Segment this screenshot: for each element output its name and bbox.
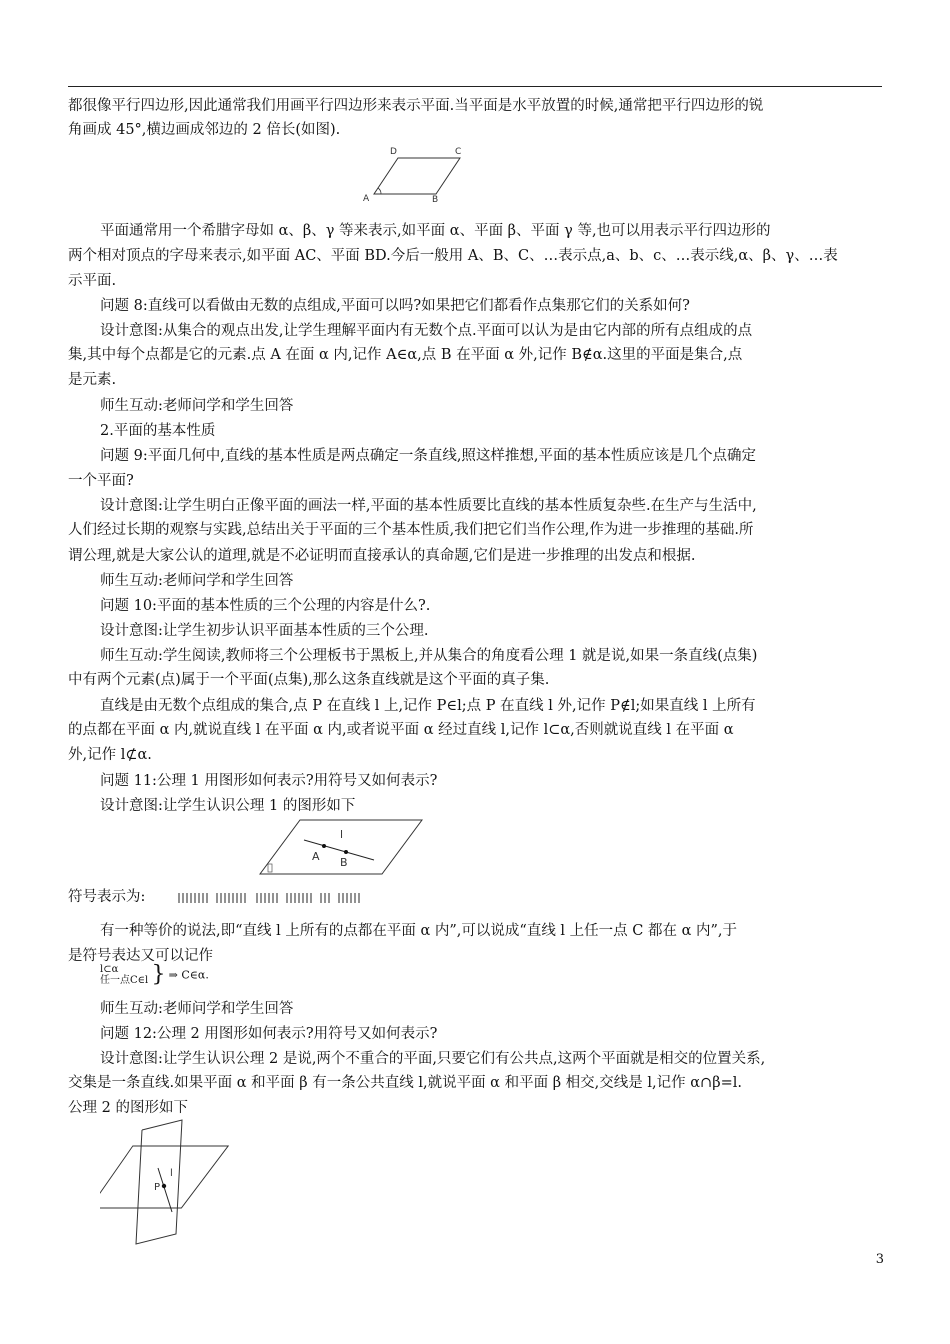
text-line: 设计意图:让学生初步认识平面基本性质的三个公理. xyxy=(100,623,429,639)
text-line: 2.平面的基本性质 xyxy=(100,423,216,439)
text-line: 是元素. xyxy=(68,372,117,388)
point-a-label: A xyxy=(312,850,320,863)
text-line: 都很像平行四边形,因此通常我们用画平行四边形来表示平面.当平面是水平放置的时候,通常把平行四边形的锐 xyxy=(68,98,764,114)
formula-bottom: 任一点C∈l xyxy=(100,975,149,986)
symbol-expression-image xyxy=(178,888,458,902)
axiom2-figure xyxy=(100,1116,230,1248)
text-line: 问题 12:公理 2 用图形如何表示?用符号又如何表示? xyxy=(100,1026,438,1042)
text-line: 是符号表达又可以记作 xyxy=(68,948,213,964)
text-line: 问题 10:平面的基本性质的三个公理的内容是什么?. xyxy=(100,598,431,614)
page-number: 3 xyxy=(875,1252,884,1267)
line-l-label: l xyxy=(340,828,344,841)
text-line: 交集是一条直线.如果平面 α 和平面 β 有一条公共直线 l,就说平面 α 和平面 β 相交,交线是 l,记作 α∩β=l. xyxy=(68,1075,742,1091)
line-l-label: l xyxy=(170,1168,173,1179)
text-line: 设计意图:让学生明白正像平面的画法一样,平面的基本性质要比直线的基本性质复杂些.在生产与生活中, xyxy=(100,498,757,514)
point-p-label: P xyxy=(154,1182,161,1193)
vertex-c-label: C xyxy=(455,147,462,157)
axiom1-figure xyxy=(256,816,426,878)
formula-result: ⇒ C∈α. xyxy=(168,968,209,982)
brace-formula: l⊂α 任一点C∈l } ⇒ C∈α. xyxy=(100,962,209,987)
text-line: 集,其中每个点都是它的元素.点 A 在面 α 内,记作 A∈α,点 B 在平面 α 外,记作 B∉α.这里的平面是集合,点 xyxy=(68,347,743,363)
text-line: 问题 9:平面几何中,直线的基本性质是两点确定一条直线,照这样推想,平面的基本性质应该是几个点确定 xyxy=(100,448,757,464)
text-line: 一个平面? xyxy=(68,473,134,489)
text-line: 设计意图:让学生认识公理 1 的图形如下 xyxy=(100,798,356,814)
text-line: 示平面. xyxy=(68,273,117,289)
header-rule xyxy=(68,86,882,87)
text-line: 符号表示为: xyxy=(68,889,146,905)
vertex-d-label: D xyxy=(390,147,397,157)
text-line: 公理 2 的图形如下 xyxy=(68,1100,188,1116)
text-line: 师生互动:老师问学和学生回答 xyxy=(100,573,294,589)
text-line: 的点都在平面 α 内,就说直线 l 在平面 α 内,或者说平面 α 经过直线 l,记作 l⊂α,否则就说直线 l 在平面 α xyxy=(68,722,734,738)
text-line: 有一种等价的说法,即“直线 l 上所有的点都在平面 α 内”,可以说成“直线 l 上任一点 C 都在 α 内”,于 xyxy=(100,923,738,939)
formula-top: l⊂α xyxy=(100,964,119,975)
text-line: 外,记作 l⊄α. xyxy=(68,747,152,763)
parallelogram-figure xyxy=(360,146,470,204)
text-line: 师生互动:老师问学和学生回答 xyxy=(100,398,294,414)
point-b-label: B xyxy=(340,856,348,869)
text-line: 师生互动:老师问学和学生回答 xyxy=(100,1001,294,1017)
vertex-a-label: A xyxy=(363,194,370,204)
text-line: 设计意图:让学生认识公理 2 是说,两个不重合的平面,只要它们有公共点,这两个平面就是相交的位置关系, xyxy=(100,1051,766,1067)
text-line: 师生互动:学生阅读,教师将三个公理板书于黑板上,并从集合的角度看公理 1 就是说,如果一条直线(点集) xyxy=(100,648,758,664)
text-line: 问题 11:公理 1 用图形如何表示?用符号又如何表示? xyxy=(100,773,438,789)
vertex-b-label: B xyxy=(432,195,439,204)
text-line: 直线是由无数个点组成的集合,点 P 在直线 l 上,记作 P∈l;点 P 在直线 l 外,记作 P∉l;如果直线 l 上所有 xyxy=(100,698,756,714)
text-line: 两个相对顶点的字母来表示,如平面 AC、平面 BD.今后一般用 A、B、C、…表示点,a、b、c、…表示线,α、β、γ、…表 xyxy=(68,248,838,264)
text-line: 谓公理,就是大家公认的道理,就是不必证明而直接承认的真命题,它们是进一步推理的出发点和根据. xyxy=(68,548,696,564)
text-line: 问题 8:直线可以看做由无数的点组成,平面可以吗?如果把它们都看作点集那它们的关系如何? xyxy=(100,298,690,314)
text-line: 平面通常用一个希腊字母如 α、β、γ 等来表示,如平面 α、平面 β、平面 γ 等,也可以用表示平行四边形的 xyxy=(100,223,771,239)
text-line: 人们经过长期的观察与实践,总结出关于平面的三个基本性质,我们把它们当作公理,作为进一步推理的基础.所 xyxy=(68,522,754,538)
text-line: 中有两个元素(点)属于一个平面(点集),那么这条直线就是这个平面的真子集. xyxy=(68,672,550,688)
text-line: 设计意图:从集合的观点出发,让学生理解平面内有无数个点.平面可以认为是由它内部的所有点组成的点 xyxy=(100,323,753,339)
text-line: 角画成 45°,横边画成邻边的 2 倍长(如图). xyxy=(68,122,341,138)
